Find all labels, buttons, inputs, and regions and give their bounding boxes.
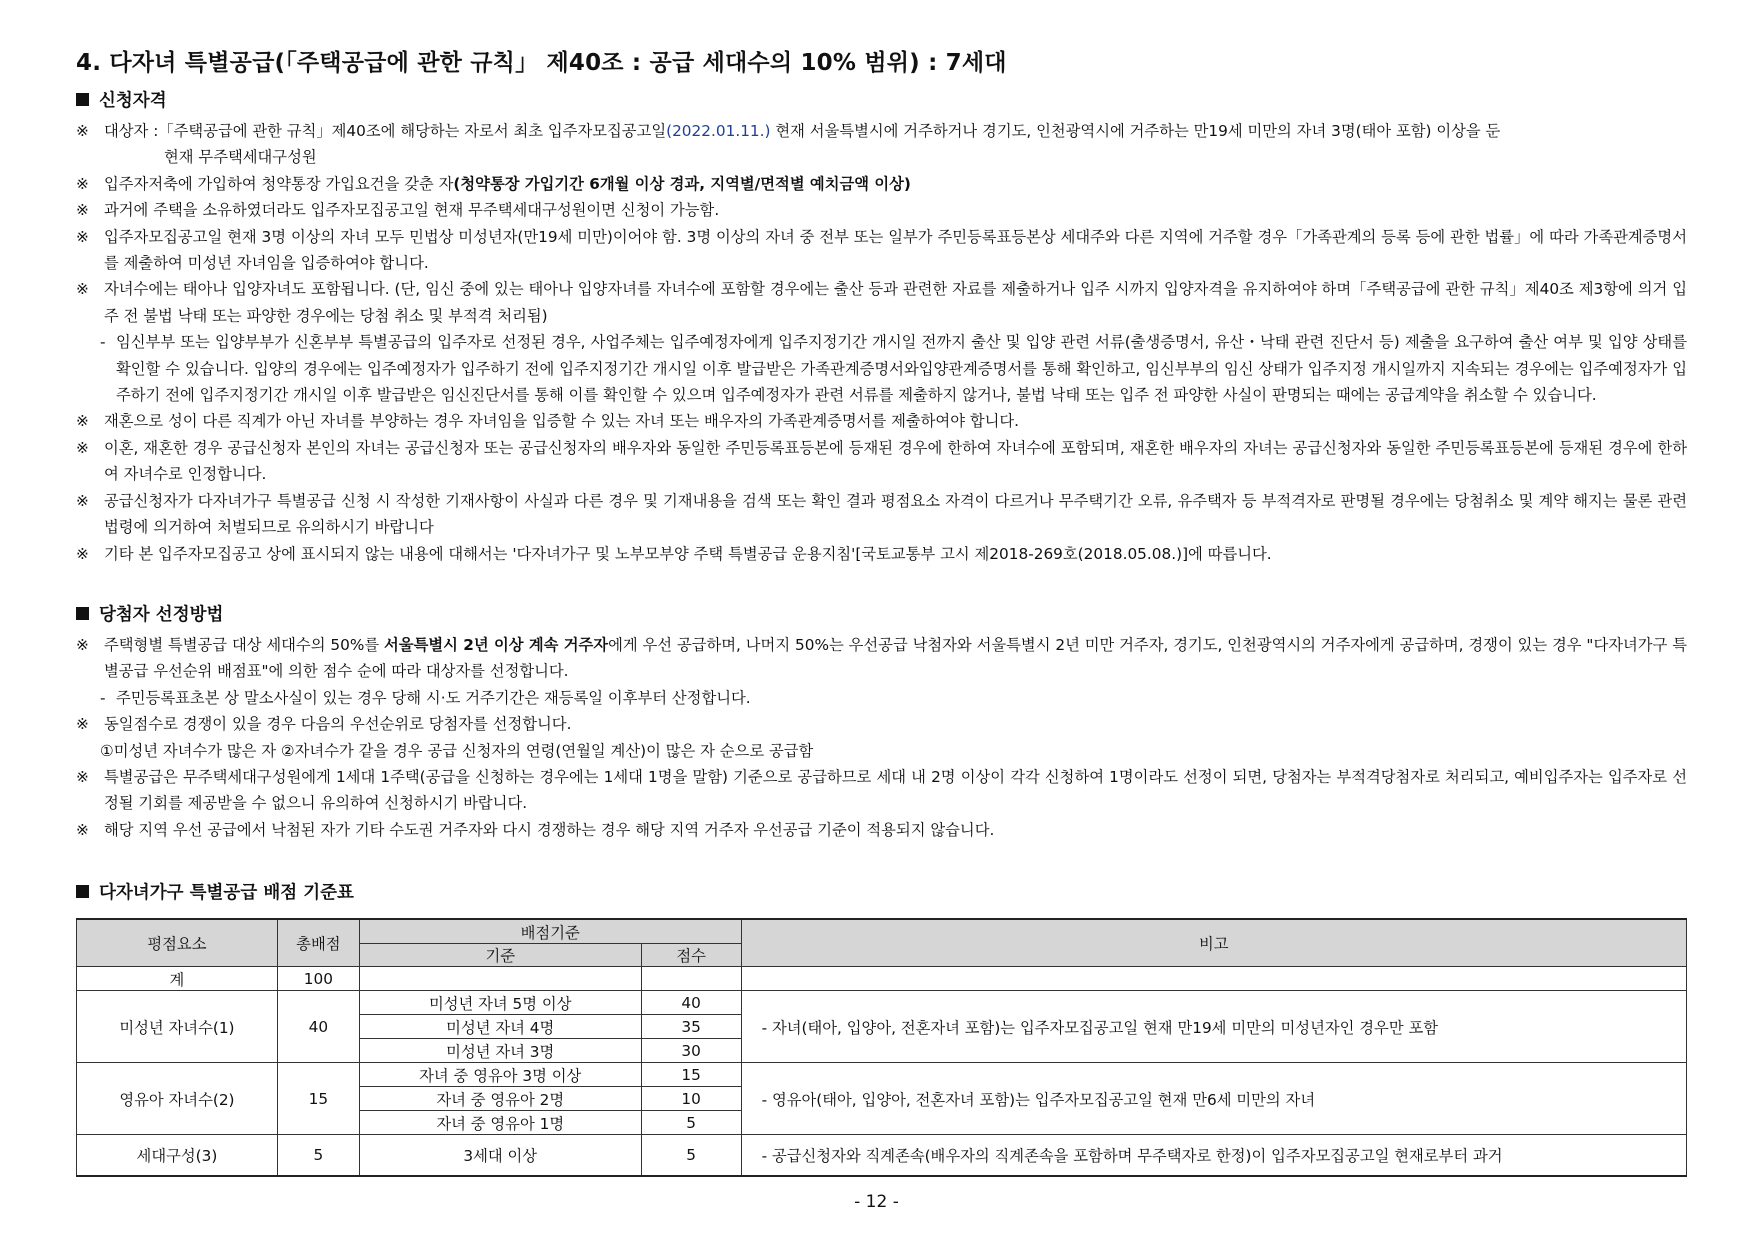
note-text: 현재 서울특별시에 거주하거나 경기도, 인천광역시에 거주하는 만19세 미만의 자녀 3명(태아 포함) 이상을 둔: [770, 122, 1501, 140]
section-heading-text: 신청자격: [99, 91, 167, 111]
note-item: [76, 488, 1687, 541]
announcement-date: (2022.01.11.): [666, 122, 771, 140]
cell-total: 5: [277, 1135, 359, 1177]
note-item: [76, 435, 1687, 488]
page-number: - 12 -: [854, 1192, 899, 1212]
score-criteria-table: [76, 918, 1687, 1177]
cell-score: 10: [641, 1087, 741, 1111]
section-heading: [76, 879, 1687, 904]
note-item: [76, 408, 1687, 434]
note-text: 이혼, 재혼한 경우 공급신청자 본인의 자녀는 공급신청자 또는 공급신청자의 배우자와 동일한 주민등록표등본에 등재된 경우에 한하여 자녀수에 포함되며, 재혼한 배우자의 자녀는 공급신청자와 동일한 주민등록표등본에 등재된 경우에 한하여 자녀수로 인정합니다.: [104, 438, 1687, 484]
square-bullet-icon: [76, 885, 89, 898]
square-bullet-icon: [76, 607, 89, 620]
reference-mark-icon: ※: [76, 280, 89, 299]
note-text: 재혼으로 성이 다른 직계가 아닌 자녀를 부양하는 경우 자녀임을 입증할 수 있는 자녀 또는 배우자의 가족관계증명서를 제출하여야 합니다.: [104, 412, 1020, 431]
reference-mark-icon: ※: [76, 715, 89, 734]
note-text: 기타 본 입주자모집공고 상에 표시되지 않는 내용에 대해서는 '다자녀가구 및 노부모부양 주택 특별공급 운용지침'[국토교통부 고시 제2018-269호(2018.05.08.)]에 따릅니다.: [104, 544, 1272, 563]
priority-line: ①미성년 자녀수가 많은 자 ②자녀수가 같을 경우 공급 신청자의 연령(연월일 계산)이 많은 자 순으로 공급함: [100, 741, 814, 760]
cell-note: - 영유아(태아, 입양아, 전혼자녀 포함)는 입주자모집공고일 현재 만6세 미만의 자녀: [741, 1063, 1686, 1135]
note-text: 과거에 주택을 소유하였더라도 입주자모집공고일 현재 무주택세대구성원이면 신청이 가능함.: [104, 201, 720, 220]
cell-item: 세대구성(3): [77, 1135, 278, 1177]
cell-basis: 미성년 자녀 3명: [359, 1039, 641, 1063]
cell-item: 영유아 자녀수(2): [77, 1063, 278, 1135]
cell-basis: 자녀 중 영유아 1명: [359, 1111, 641, 1135]
cell-total: 40: [277, 991, 359, 1063]
cell-total: 15: [277, 1063, 359, 1135]
reference-mark-icon: ※: [76, 635, 89, 654]
table-row: [77, 967, 1687, 991]
note-text: 자녀수에는 태아나 입양자녀도 포함됩니다. (단, 임신 중에 있는 태아나 입양자녀를 자녀수에 포함할 경우에는 출산 등과 관련한 자료를 제출하거나 입주 시까지 입양자격을 유지하여야 하며「주택공급에 관한 규칙」제40조 제3항에 의거 입주 전 불법 낙태 또는 파양한 경우에는 당첨 취소 및 부적격 처리됨): [104, 280, 1687, 325]
document-page: [76, 44, 1687, 1177]
dash-mark: -: [100, 688, 106, 707]
page-title: 4. 다자녀 특별공급(「주택공급에 관한 규칙」 제40조 : 공급 세대수의 10% 범위) : 7세대: [76, 50, 1007, 76]
reference-mark-icon: ※: [76, 122, 89, 140]
cell-score: 30: [641, 1039, 741, 1063]
cell-score: 40: [641, 991, 741, 1015]
section-heading-text: 다자녀가구 특별공급 배점 기준표: [99, 883, 354, 904]
section-selection-method: [76, 601, 1687, 843]
note-item: [76, 118, 1687, 144]
reference-mark-icon: ※: [76, 491, 89, 510]
note-text: 해당 지역 우선 공급에서 낙첨된 자가 기타 수도권 거주자와 다시 경쟁하는 경우 해당 지역 거주자 우선공급 기준이 적용되지 않습니다.: [104, 820, 995, 839]
note-item: [76, 711, 1687, 737]
reference-mark-icon: ※: [76, 767, 89, 786]
dash-text: 주민등록표초본 상 말소사실이 있는 경우 당해 시·도 거주기간은 재등록일 이후부터 산정합니다.: [116, 688, 751, 707]
note-text: 대상자 :「주택공급에 관한 규칙」제40조에 해당하는 자로서 최초 입주자모집공고일: [104, 122, 667, 140]
cell-item: 계: [77, 967, 278, 991]
reference-mark-icon: ※: [76, 201, 89, 220]
square-bullet-icon: [76, 93, 89, 106]
note-text: 특별공급은 무주택세대구성원에게 1세대 1주택(공급을 신청하는 경우에는 1세대 1명을 말함) 기준으로 공급하므로 세대 내 2명 이상이 각각 신청하여 1명이라도 선정이 되면, 당첨자는 부적격당첨자로 처리되고, 예비입주자는 입주자로 선정될 기회를 제공받을 수 없으니 유의하여 신청하시기 바랍니다.: [104, 767, 1687, 813]
cell-basis: 미성년 자녀 5명 이상: [359, 991, 641, 1015]
cell-score: 35: [641, 1015, 741, 1039]
cell-score: 15: [641, 1063, 741, 1087]
header-note: 비고: [741, 919, 1686, 967]
note-item: [76, 541, 1687, 567]
cell-note: [741, 967, 1686, 991]
note-item: [76, 764, 1687, 817]
note-emphasis: 서울특별시 2년 이상 계속 거주자: [384, 635, 609, 654]
cell-basis: 미성년 자녀 4명: [359, 1015, 641, 1039]
cell-item: 미성년 자녀수(1): [77, 991, 278, 1063]
section-heading-text: 당첨자 선정방법: [99, 604, 224, 625]
cell-basis: [359, 967, 641, 991]
section-eligibility: [76, 87, 1687, 567]
cell-note: - 공급신청자와 직계존속(배우자의 직계존속을 포함하며 무주택자로 한정)이 입주자모집공고일 현재로부터 과거: [741, 1135, 1686, 1177]
dash-item: [76, 685, 1687, 711]
cell-note: - 자녀(태아, 입양아, 전혼자녀 포함)는 입주자모집공고일 현재 만19세 미만의 미성년자인 경우만 포함: [741, 991, 1686, 1063]
reference-mark-icon: ※: [76, 820, 89, 839]
cell-score: 5: [641, 1135, 741, 1177]
reference-mark-icon: ※: [76, 438, 89, 457]
section-heading: [76, 87, 1687, 112]
section-heading: [76, 601, 1687, 626]
cell-score: [641, 967, 741, 991]
dash-text: 임신부부 또는 입양부부가 신혼부부 특별공급의 입주자로 선정된 경우, 사업주체는 입주예정자에게 입주지정기간 개시일 전까지 출산 및 입양 관련 서류(출생증명서, 유산・낙태 관련 진단서 등) 제출을 요구하여 출산 여부 및 입양 상태를 확인할 수 있습니다. 입양의 경우에는 입주예정자가 입주하기 전에 입주지정기간 개시일 이후 발급받은 가족관계증명서와입양관계증명서를 통해 확인하고, 임신부부의 임신 상태가 입주지정 개시일까지 지속되는 경우에는 입주예정자가 입주하기 전에 입주지정기간 개시일 이후 발급받은 임신진단서를 통해 이를 확인할 수 있으며 입주예정자가 관련 서류를 제출하지 않거나, 불법 낙태 또는 입주 전 파양한 사실이 판명되는 때에는 공급계약을 취소할 수 있습니다.: [116, 333, 1687, 405]
note-item: [76, 224, 1687, 277]
note-item: [76, 276, 1687, 329]
header-item: 평점요소: [77, 919, 278, 967]
header-total: 총배점: [277, 919, 359, 967]
header-score: 점수: [641, 944, 741, 967]
note-text: 주택형별 특별공급 대상 세대수의 50%를: [104, 635, 385, 654]
note-text: 공급신청자가 다자녀가구 특별공급 신청 시 작성한 기재사항이 사실과 다른 경우 및 기재내용을 검색 또는 확인 결과 평점요소 자격이 다르거나 무주택기간 오류, 유주택자 등 부적격자로 판명될 경우에는 당첨취소 및 계약 해지는 물론 관련 법령에 의거하여 처벌되므로 유의하시기 바랍니다: [104, 491, 1687, 537]
reference-mark-icon: ※: [76, 412, 89, 431]
note-item: [76, 817, 1687, 843]
note-emphasis: (청약통장 가입기간 6개월 이상 경과, 지역별/면적별 예치금액 이상): [453, 174, 911, 193]
table-row: [77, 1135, 1687, 1177]
note-item: [76, 632, 1687, 685]
note-text: 입주자저축에 가입하여 청약통장 가입요건을 갖춘 자: [104, 174, 454, 193]
reference-mark-icon: ※: [76, 227, 89, 246]
cell-total: 100: [277, 967, 359, 991]
cell-basis: 3세대 이상: [359, 1135, 641, 1177]
note-text: 입주자모집공고일 현재 3명 이상의 자녀 모두 민법상 미성년자(만19세 미만)이어야 함. 3명 이상의 자녀 중 전부 또는 일부가 주민등록표등본상 세대주와 다른 지역에 거주할 경우「가족관계의 등록 등에 관한 법률」에 따라 가족관계증명서를 제출하여 미성년 자녀임을 입증하여야 합니다.: [104, 227, 1687, 273]
table-row: [77, 1063, 1687, 1087]
note-item: [76, 171, 1687, 197]
dash-item: [76, 329, 1687, 408]
note-continuation: 현재 무주택세대구성원: [164, 148, 317, 167]
note-item: [76, 197, 1687, 223]
note-text: 동일점수로 경쟁이 있을 경우 다음의 우선순위로 당첨자를 선정합니다.: [104, 715, 572, 734]
cell-basis: 자녀 중 영유아 3명 이상: [359, 1063, 641, 1087]
table-row: [77, 991, 1687, 1015]
note-text: 에게 우선 공급하며, 나머지 50%는 우선공급 낙첨자와 서울특별시 2년 미만 거주자, 경기도, 인천광역시의 거주자에게 공급하며, 경쟁이 있는 경우 "다자녀가구 특별공급 우선순위 배점표"에 의한 점수 순에 따라 대상자를 선정합니다.: [104, 635, 1687, 681]
header-criteria: 배점기준: [359, 919, 741, 944]
reference-mark-icon: ※: [76, 544, 89, 563]
dash-mark: -: [100, 333, 106, 352]
cell-score: 5: [641, 1111, 741, 1135]
reference-mark-icon: ※: [76, 174, 89, 193]
header-basis: 기준: [359, 944, 641, 967]
cell-basis: 자녀 중 영유아 2명: [359, 1087, 641, 1111]
